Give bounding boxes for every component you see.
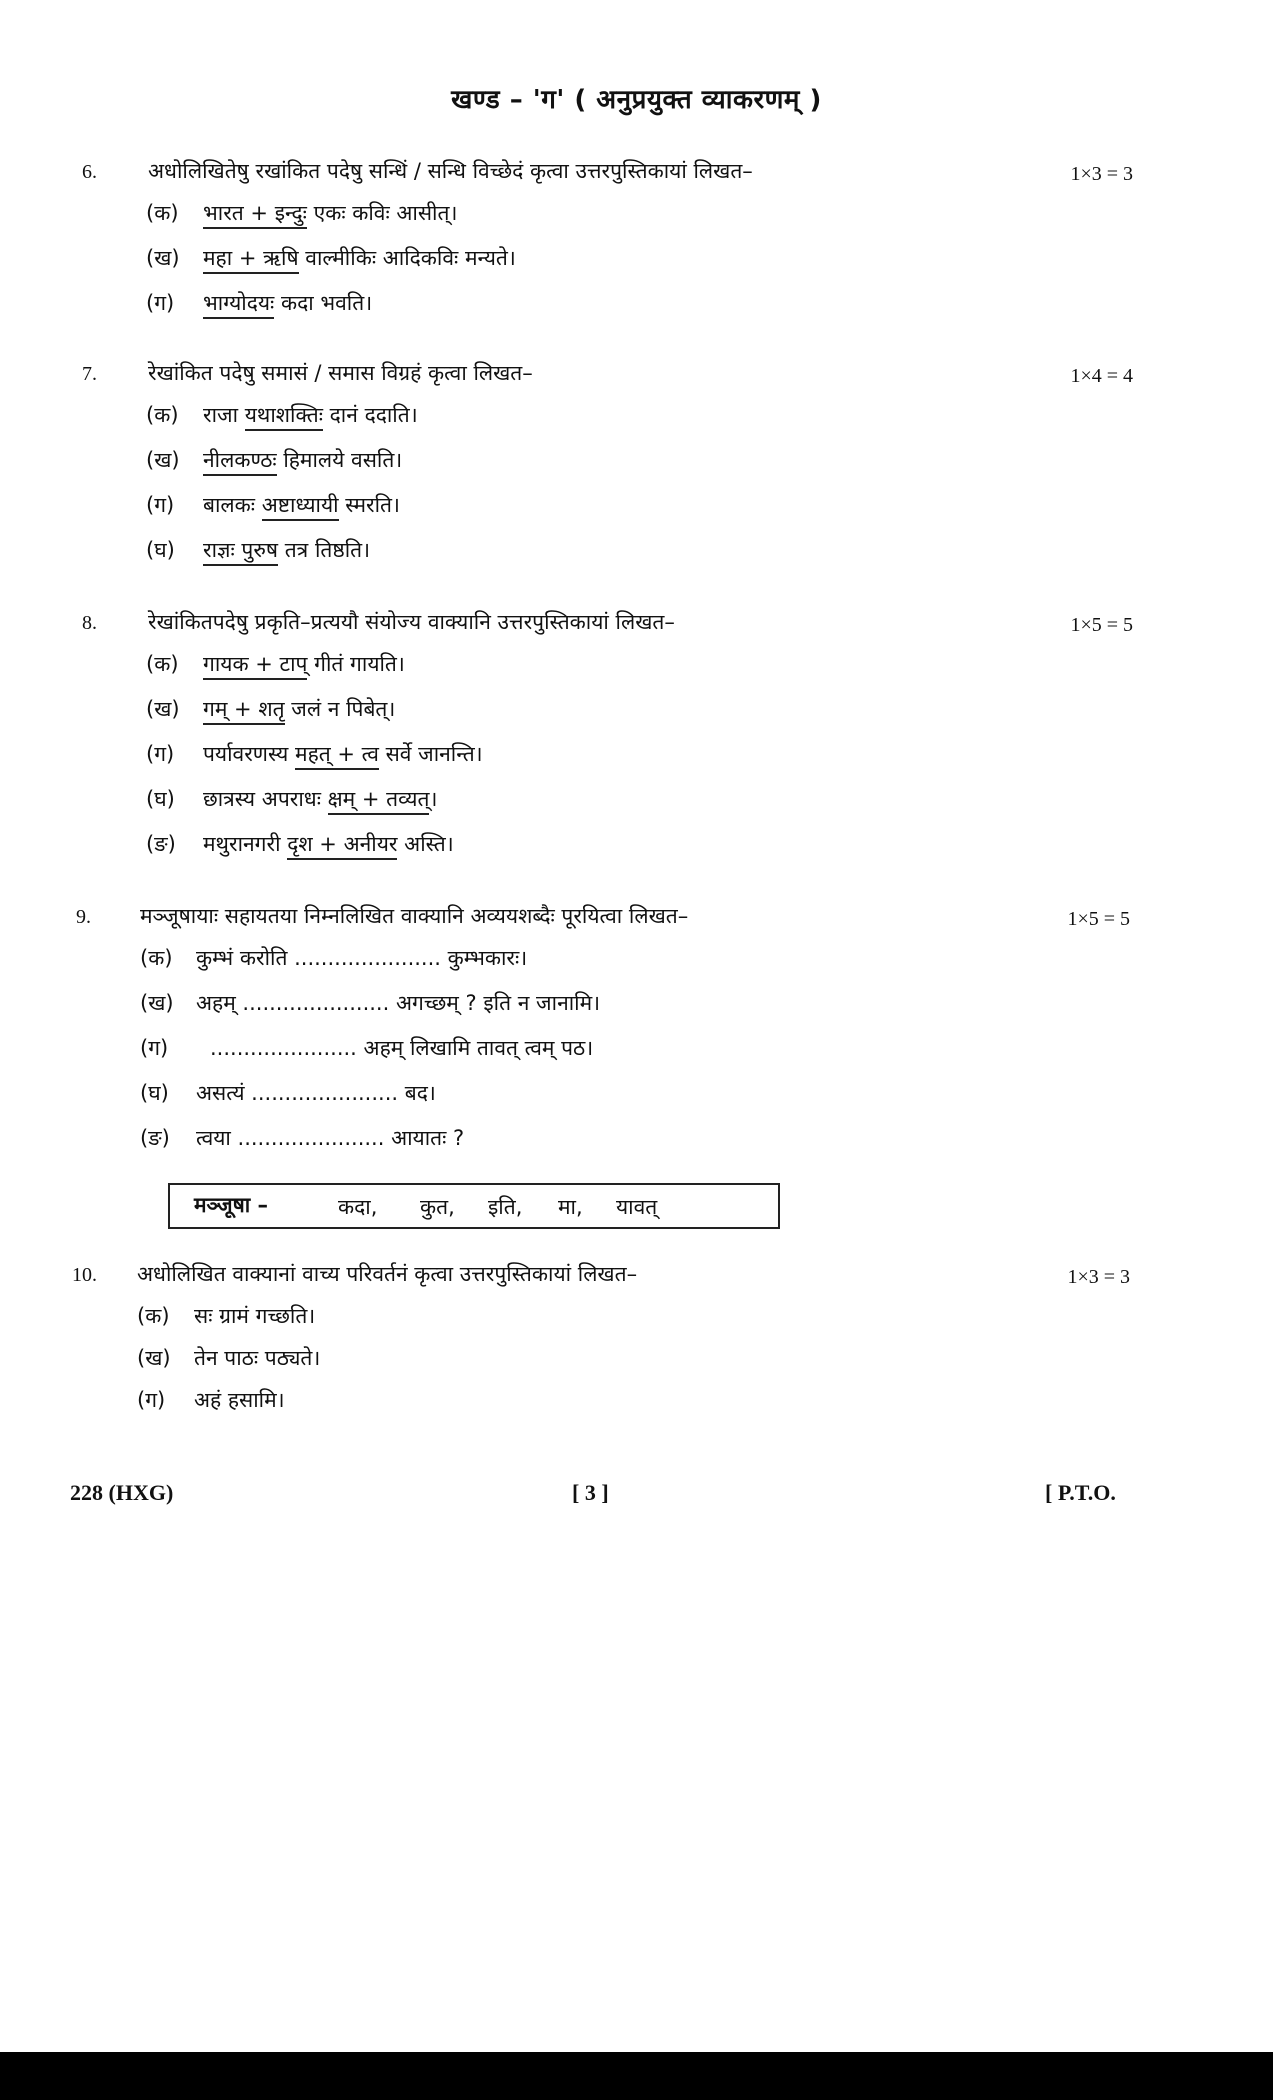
word-box-word: मा, [558, 1195, 583, 1219]
item-text: जलं न पिबेत्। [284, 697, 396, 721]
item-text: सर्वे जानन्ति। [378, 742, 483, 766]
question-marks: 1×3 = 3 [1070, 163, 1133, 185]
question-text: रेखांकितपदेषु प्रकृति–प्रत्ययौ संयोज्य वाक्यानि उत्तरपुस्तिकायां लिखत– [148, 610, 675, 634]
item-text: गीतं गायति। [307, 652, 405, 676]
question-number: 8. [82, 612, 97, 634]
question-9 [0, 900, 1273, 1165]
item-label: (क) [146, 652, 179, 676]
list-item [0, 781, 1273, 826]
item-label: (घ) [146, 787, 175, 811]
list-item [0, 1120, 1273, 1165]
item-text: वाल्मीकिः आदिकविः मन्यते। [298, 246, 516, 270]
list-item [0, 1298, 1273, 1340]
section-title: खण्ड – 'ग' ( अनुप्रयुक्त व्याकरणम् ) [451, 85, 822, 115]
item-label: (ग) [146, 493, 175, 517]
list-item [0, 240, 1273, 285]
question-marks: 1×5 = 5 [1067, 908, 1130, 930]
question-10 [0, 1258, 1273, 1424]
item-label: (ख) [146, 448, 180, 472]
item-text: राजा [203, 403, 245, 427]
underlined-word: नीलकण्ठः [203, 448, 277, 476]
underlined-word: राज्ञः पुरुष [203, 538, 278, 566]
item-label: (ख) [140, 991, 174, 1015]
question-number: 9. [76, 906, 91, 928]
question-marks: 1×5 = 5 [1070, 614, 1133, 636]
list-item [0, 442, 1273, 487]
item-text: पर्यावरणस्य [203, 742, 296, 766]
list-item [0, 1075, 1273, 1120]
question-text: मञ्जूषायाः सहायतया निम्नलिखित वाक्यानि अव्ययशब्दैः पूरयित्वा लिखत– [140, 904, 689, 928]
item-text: दानं ददाति। [322, 403, 418, 427]
underlined-word: महा + ऋषि [203, 246, 299, 274]
word-box-word: कुत, [420, 1195, 455, 1219]
question-8 [0, 606, 1273, 871]
list-item [0, 397, 1273, 442]
underlined-word: दृश + अनीयर [287, 832, 397, 860]
item-label: (ङ) [146, 832, 176, 856]
word-box-word: इति, [488, 1195, 523, 1219]
question-number: 10. [72, 1264, 97, 1286]
item-label: (ख) [146, 697, 180, 721]
word-box-label: मञ्जूषा – [194, 1193, 269, 1217]
list-item [0, 532, 1273, 577]
list-item [0, 1382, 1273, 1424]
item-text: एकः कविः आसीत्। [306, 201, 458, 225]
underlined-word: क्षम् + तव्यत् [328, 787, 430, 815]
list-item [0, 1340, 1273, 1382]
scan-border [0, 2052, 1273, 2100]
item-label: (ग) [140, 1036, 169, 1060]
item-text: सः ग्रामं गच्छति। [194, 1304, 316, 1328]
question-text: अधोलिखित वाक्यानां वाच्य परिवर्तनं कृत्वा उत्तरपुस्तिकायां लिखत– [137, 1262, 638, 1286]
item-text: अहम् ...................... अगच्छम् ? इति न जानामि। [196, 991, 601, 1015]
item-text: हिमालये वसति। [276, 448, 403, 472]
item-text: तत्र तिष्ठति। [278, 538, 371, 562]
word-box-word: कदा, [338, 1195, 378, 1219]
paper-code: 228 (HXG) [70, 1480, 174, 1505]
list-item [0, 285, 1273, 330]
item-label: (घ) [146, 538, 175, 562]
list-item [0, 195, 1273, 240]
underlined-word: महत् + त्व [295, 742, 379, 770]
item-text: अहं हसामि। [194, 1388, 285, 1412]
question-number: 6. [82, 161, 97, 183]
question-text: अधोलिखितेषु रखांकित पदेषु सन्धिं / सन्धि विच्छेदं कृत्वा उत्तरपुस्तिकायां लिखत– [148, 159, 753, 183]
question-6 [0, 155, 1273, 330]
item-text: स्मरति। [338, 493, 400, 517]
underlined-word: भारत + इन्दुः [203, 201, 307, 229]
underlined-word: गम् + शतृ [203, 697, 285, 725]
word-box-word: यावत् [616, 1195, 658, 1219]
list-item [0, 1030, 1273, 1075]
list-item [0, 940, 1273, 985]
item-label: (क) [140, 946, 173, 970]
underlined-word: अष्टाध्यायी [262, 493, 339, 521]
list-item [0, 736, 1273, 781]
item-label: (ग) [146, 742, 175, 766]
item-text: कदा भवति। [274, 291, 373, 315]
question-text: रेखांकित पदेषु समासं / समास विग्रहं कृत्वा लिखत– [148, 361, 533, 385]
list-item [0, 691, 1273, 736]
question-marks: 1×4 = 4 [1070, 365, 1133, 387]
item-text: त्वया ...................... आयातः ? [196, 1126, 465, 1150]
underlined-word: यथाशक्तिः [245, 403, 323, 431]
item-text: असत्यं ...................... बद। [196, 1081, 436, 1105]
item-text: बालकः [203, 493, 262, 517]
list-item [0, 826, 1273, 871]
item-label: (ङ) [140, 1126, 170, 1150]
list-item [0, 646, 1273, 691]
item-label: (ग) [137, 1388, 166, 1412]
item-label: (ग) [146, 291, 175, 315]
item-text: मथुरानगरी [203, 832, 288, 856]
item-text: तेन पाठः पठ्यते। [194, 1346, 321, 1370]
pto-label: [ P.T.O. [1045, 1480, 1116, 1505]
item-text: छात्रस्य अपराधः [203, 787, 328, 811]
question-7 [0, 357, 1273, 577]
underlined-word: गायक + टाप् [203, 652, 307, 680]
item-label: (घ) [140, 1081, 169, 1105]
item-text: । [429, 787, 438, 811]
list-item [0, 985, 1273, 1030]
item-label: (ख) [137, 1346, 171, 1370]
underlined-word: भाग्योदयः [203, 291, 274, 319]
item-label: (क) [137, 1304, 170, 1328]
item-text: ...................... अहम् लिखामि तावत् त्वम् पठ। [210, 1036, 594, 1060]
question-number: 7. [82, 363, 97, 385]
word-box [168, 1183, 780, 1229]
question-marks: 1×3 = 3 [1067, 1266, 1130, 1288]
item-label: (ख) [146, 246, 180, 270]
item-text: कुम्भं करोति ...................... कुम्भकारः। [196, 946, 528, 970]
list-item [0, 487, 1273, 532]
item-text: अस्ति। [397, 832, 454, 856]
item-label: (क) [146, 403, 179, 427]
page-number: [ 3 ] [572, 1480, 609, 1505]
item-label: (क) [146, 201, 179, 225]
